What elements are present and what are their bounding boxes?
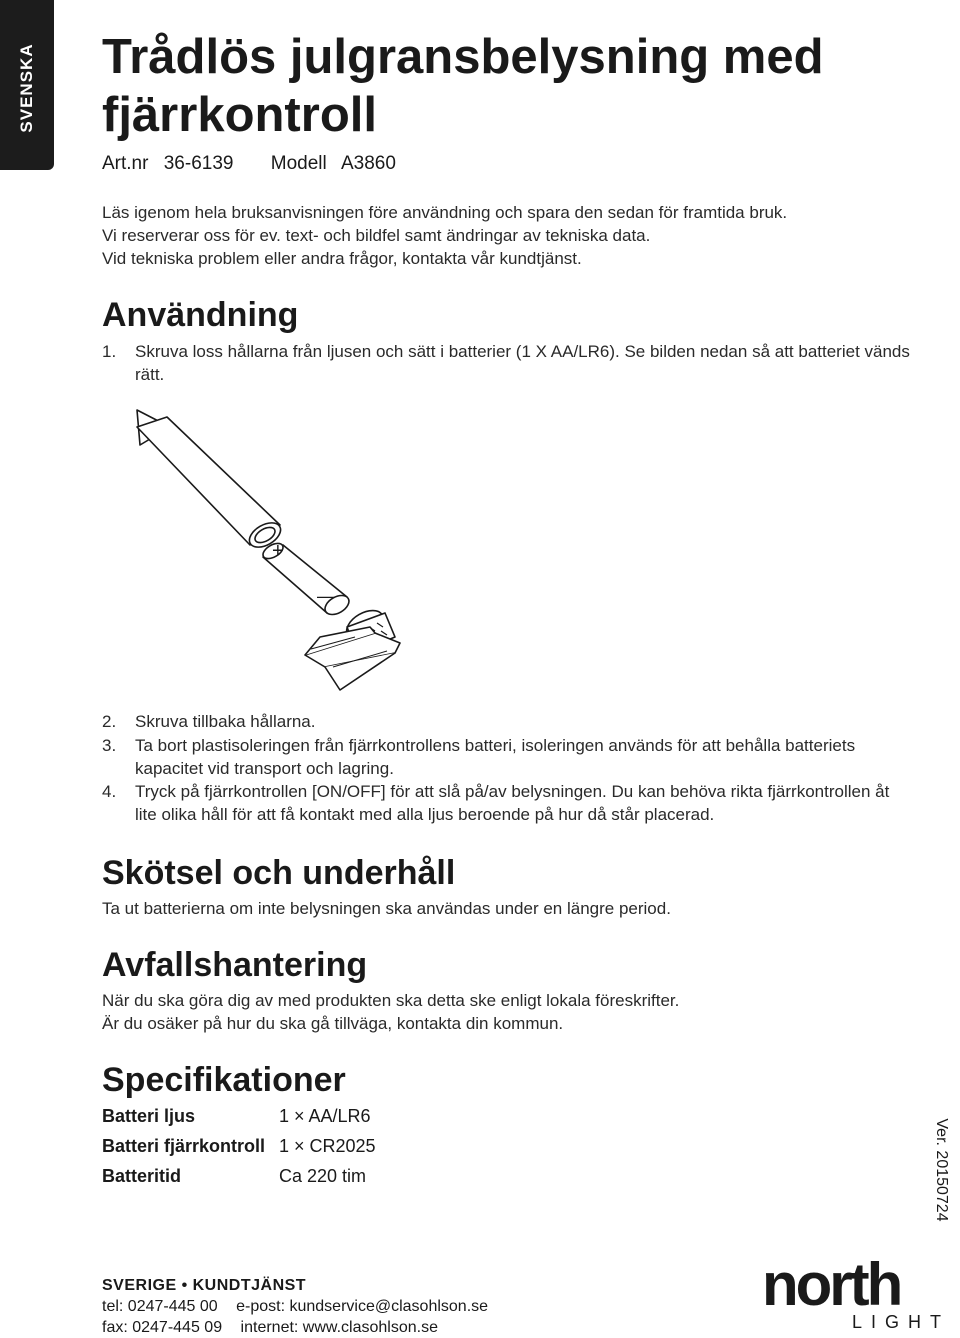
step-number: 4. — [102, 782, 117, 801]
footer-tel: tel: 0247-445 00 — [102, 1298, 218, 1315]
step-text: Skruva loss hållarna från ljusen och sätt i batterier (1 X AA/LR6). Se bilden nedan så att batteriet vänds rätt. — [135, 342, 910, 384]
footer-web: internet: www.clasohlson.se — [240, 1319, 438, 1336]
step-text: Skruva tillbaka hållarna. — [135, 712, 316, 731]
step-number: 1. — [102, 342, 117, 361]
spec-value: 1 × CR2025 — [279, 1136, 376, 1156]
intro-text — [102, 201, 787, 270]
art-number: 36-6139 — [163, 153, 234, 174]
language-tab-label: SVENSKA — [17, 43, 36, 133]
usage-step-2 — [102, 710, 912, 733]
footer-fax: fax: 0247-445 09 — [102, 1319, 223, 1336]
model-number: A3860 — [340, 153, 396, 174]
waste-line: När du ska göra dig av med produkten ska detta ske enligt lokala föreskrifter. — [102, 991, 680, 1010]
page-title: Trådlös julgransbelysning med fjärrkontroll — [102, 30, 824, 142]
language-tab — [0, 0, 54, 170]
intro-line: Vid tekniska problem eller andra frågor, kontakta vår kundtjänst. — [102, 249, 582, 268]
spec-key: Batteri fjärrkontroll — [102, 1136, 266, 1156]
intro-line: Läs igenom hela bruksanvisningen före användning och spara den sedan för framtida bruk. — [102, 203, 788, 222]
waste-heading: Avfallshantering — [102, 946, 368, 984]
logo-word: north — [762, 1251, 901, 1318]
spec-value: 1 × AA/LR6 — [279, 1106, 371, 1126]
footer-email: e-post: kundservice@clasohlson.se — [236, 1298, 489, 1315]
step-text: Tryck på fjärrkontrollen [ON/OFF] för att slå på/av belysningen. Du kan behöva rikta fjärrkontrollen åt lite olika håll för att få kontakt med alla ljus beroende på hur då står placerad. — [135, 782, 890, 824]
footer-contact — [102, 1275, 502, 1338]
minus-sign: — — [317, 586, 335, 606]
spec-value: Ca 220 tim — [279, 1166, 367, 1186]
step-text: Ta bort plastisoleringen från fjärrkontrollens batteri, isoleringen används för att behålla batteriets kapacitet vid transport och lagring. — [135, 736, 856, 778]
article-info — [102, 153, 406, 175]
version-label: Ver. 20150724 — [933, 1118, 950, 1222]
usage-heading: Användning — [102, 296, 299, 334]
plus-sign: + — [272, 540, 284, 562]
candle-body — [137, 417, 280, 545]
spec-key: Batteri ljus — [102, 1106, 196, 1126]
battery-installation-illustration — [125, 405, 415, 695]
intro-line: Vi reserverar oss för ev. text- och bildfel samt ändringar av tekniska data. — [102, 226, 651, 245]
usage-step-3 — [102, 734, 912, 780]
art-label: Art.nr — [102, 153, 149, 174]
usage-step-1 — [102, 340, 912, 386]
step-number: 3. — [102, 736, 117, 755]
waste-line: Är du osäker på hur du ska gå tillväga, kontakta din kommun. — [102, 1014, 564, 1033]
spec-key: Batteritid — [102, 1166, 182, 1186]
north-light-logo — [760, 1251, 951, 1332]
care-text: Ta ut batterierna om inte belysningen ska användas under en längre period. — [102, 899, 671, 918]
step-number: 2. — [102, 712, 117, 731]
specs-heading: Specifikationer — [102, 1061, 346, 1099]
logo-sub: LIGHT — [852, 1312, 951, 1332]
usage-step-4 — [102, 780, 912, 826]
footer-heading: SVERIGE • KUNDTJÄNST — [102, 1277, 307, 1294]
model-label: Modell — [270, 153, 327, 174]
care-heading: Skötsel och underhåll — [102, 854, 456, 892]
